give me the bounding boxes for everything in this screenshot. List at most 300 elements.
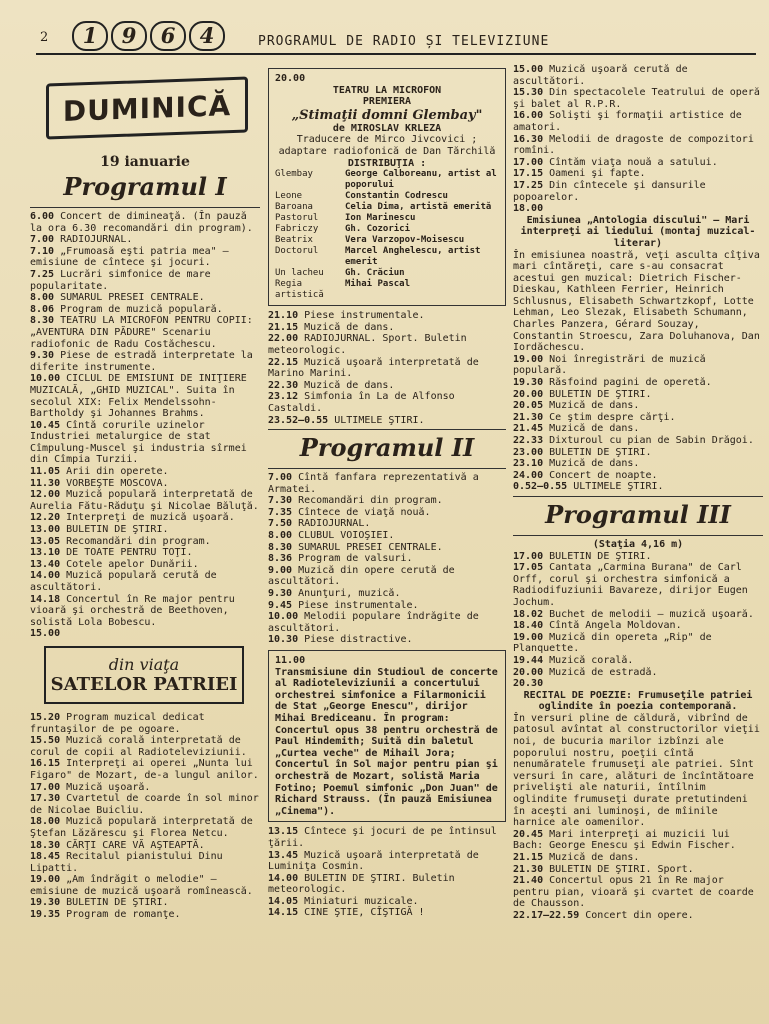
schedule-text: Muzică uşoară interpretată de Luminiţa Cosmin. xyxy=(268,849,479,873)
divider xyxy=(268,429,506,430)
schedule-time: 20.00 xyxy=(513,388,544,400)
box-translation: Traducere de Mirco Jivcovici ; adaptare radiofonică de Dan Tărchilă xyxy=(278,134,496,157)
schedule-text: CICLUL DE EMISIUNI DE INIŢIERE MUZICALĂ, „GHID MUZICAL". Suita în secolul XIX: Felix Mendelssohn-Bartholdy şi Johannes Brahms. xyxy=(30,373,247,420)
cast-role: Doctorul xyxy=(275,246,319,257)
year-digit: 4 xyxy=(189,21,225,51)
schedule-text: Melodii de dragoste de compozitori romîni. xyxy=(513,133,754,157)
schedule-text: Muzică corală interpretată de corul de copii al Radioteleviziunii. xyxy=(30,735,247,758)
schedule-time: 10.00 xyxy=(268,611,299,623)
schedule-text: Muzică uşoară interpretată de Marino Marini. xyxy=(268,356,479,380)
schedule-text: Program de romanţe. xyxy=(66,909,181,921)
schedule-text: Muzică de dans. xyxy=(304,379,395,391)
schedule-text: BULETIN DE ŞTIRI. xyxy=(549,388,652,400)
schedule-item xyxy=(513,435,763,447)
schedule-text: Miniaturi muzicale. xyxy=(304,895,419,907)
schedule-item xyxy=(513,632,763,655)
schedule-text: BULETIN DE ŞTIRI. xyxy=(66,897,169,909)
schedule-item xyxy=(268,553,506,565)
schedule-time: 22.00 xyxy=(268,333,299,345)
schedule-time: 18.02 xyxy=(513,608,544,620)
schedule-time: 22.33 xyxy=(513,435,544,446)
schedule-text: Muzică de dans. xyxy=(549,852,640,863)
schedule-text: Melodii populare îndrăgite de ascultători. xyxy=(268,611,479,634)
schedule-item xyxy=(513,562,763,608)
program-title: Programul III xyxy=(545,499,731,529)
recital-text: În versuri pline de căldură, vibrînd de patosul avîntat al constructorilor vieţii noi, de bucuria marilor izbînzi ale poporului nostru, poeţii cîntă nenumăratele frumuseţi ale patriei. Sînt versuri în care, alături de încîntătoare privelişti ale naturii, întîlnim oglindite frumuseţi durate pretutindeni în aceşti ani luminoşi, de mîinile harnice ale oamenilor. xyxy=(513,712,760,829)
schedule-time: 11.30 xyxy=(30,477,61,489)
schedule-time: 6.00 xyxy=(30,211,55,222)
schedule-time: 13.05 xyxy=(30,535,61,547)
schedule-time: 13.40 xyxy=(30,558,61,570)
schedule-item xyxy=(30,559,260,571)
schedule-time: 20.30 xyxy=(513,678,544,690)
schedule-text: BULETIN DE ŞTIRI. Buletin meteorologic. xyxy=(268,872,455,896)
cast-role: Fabriczy xyxy=(275,224,319,235)
cast-actor: George Calboreanu, artist al poporului xyxy=(345,169,497,191)
schedule-time: 7.00 xyxy=(268,472,293,484)
schedule-time: 14.18 xyxy=(30,593,61,605)
schedule-time: 0.52—0.55 xyxy=(513,481,568,493)
schedule-list xyxy=(513,829,763,922)
schedule-text: Program muzical dedicat fruntaşilor de pe ogoare. xyxy=(30,711,205,735)
schedule-text: Muzică populară interpretată de Ştefan Lăzărescu şi Florea Netcu. xyxy=(30,816,253,839)
schedule-text: TEATRU LA MICROFON PENTRU COPII: „AVENTURA DIN PĂDURE" Scenariu radiofonic de Radu Costăchescu. xyxy=(30,315,253,350)
schedule-item xyxy=(513,447,763,459)
schedule-time: 8.06 xyxy=(30,303,55,315)
year-badge xyxy=(72,21,225,51)
schedule-item xyxy=(513,354,763,377)
schedule-time: 9.30 xyxy=(268,588,293,600)
box-heading: TEATRU LA MICROFON xyxy=(332,84,442,96)
schedule-item xyxy=(513,423,763,435)
header-rule xyxy=(36,53,756,55)
schedule-item xyxy=(268,600,506,612)
schedule-text: RADIOJURNAL. Sport. Buletin meteorologic. xyxy=(268,333,467,356)
cast-role: Baroana xyxy=(275,202,313,213)
schedule-item xyxy=(30,897,260,909)
schedule-item xyxy=(513,134,763,157)
schedule-text: Concert de noapte. xyxy=(549,469,658,481)
schedule-item xyxy=(30,234,260,246)
schedule-time: 21.30 xyxy=(513,863,544,875)
schedule-item xyxy=(513,551,763,563)
schedule-item xyxy=(30,478,260,490)
box-time: 11.00 xyxy=(275,655,306,666)
anthology-text: În emisiunea noastră, veţi asculta cîţiva mari cîntăreţi, care s-au consacrat acestui gen muzical: Dietrich Fischer-Dieskau, Kathleen Ferrier, Heinrich Schlusnus, Elisabeth Schwartzkopf, Lotte Lehman, Leo Slezak, Elisabeth Schumann, Charles Panzera, Gérard Souzay, Constantin Stroescu, Zara Doluhanova, Dan Iordăchescu. xyxy=(513,249,760,354)
schedule-text: Noi înregistrări de muzică populară. xyxy=(513,353,706,377)
program-title: Programul I xyxy=(63,172,227,201)
schedule-item xyxy=(30,816,260,839)
schedule-time: 8.30 xyxy=(268,541,293,553)
schedule-time: 7.25 xyxy=(30,268,55,280)
schedule-item xyxy=(268,611,506,634)
schedule-item xyxy=(30,350,260,373)
schedule-time: 8.00 xyxy=(30,292,55,304)
schedule-time: 9.00 xyxy=(268,564,293,576)
schedule-text: Muzică uşoară cerută de ascultători. xyxy=(513,64,688,87)
schedule-text: Muzică de dans. xyxy=(549,458,640,470)
schedule-item xyxy=(30,570,260,593)
schedule-item xyxy=(30,524,260,536)
schedule-item xyxy=(513,910,763,922)
schedule-text: ULTIMELE ŞTIRI. xyxy=(573,481,664,493)
schedule-time: 16.15 xyxy=(30,758,61,770)
schedule-text: Muzică de dans. xyxy=(549,423,640,435)
schedule-item xyxy=(268,634,506,646)
schedule-time: 15.50 xyxy=(30,735,61,747)
schedule-item xyxy=(268,507,506,519)
schedule-time: 12.20 xyxy=(30,512,61,524)
schedule-time: 21.10 xyxy=(268,310,299,322)
schedule-time: 8.30 xyxy=(30,315,55,327)
schedule-time: 16.00 xyxy=(513,110,544,122)
schedule-text: Din spectacolele Teatrului de operă şi balet al R.P.R. xyxy=(513,87,760,110)
schedule-time: 20.05 xyxy=(513,400,544,412)
concert-box xyxy=(268,650,506,822)
schedule-item xyxy=(268,310,506,322)
schedule-time: 19.00 xyxy=(513,631,544,643)
sat-logo xyxy=(44,646,244,704)
schedule-time: 19.00 xyxy=(30,874,61,886)
schedule-time: 13.15 xyxy=(268,826,299,838)
schedule-time: 7.10 xyxy=(30,245,55,257)
schedule-item xyxy=(30,628,260,640)
schedule-item xyxy=(513,458,763,470)
schedule-text: Muzică uşoară. xyxy=(66,781,151,793)
schedule-text: Cîntă corurile uzinelor Industriei metalurgice de stat Cîmpulung-Muscel şi industria sîrmei din Cîmpia Turzii. xyxy=(30,419,247,466)
schedule-item xyxy=(30,373,260,419)
schedule-text: ULTIMELE ŞTIRI. xyxy=(334,414,425,426)
schedule-item xyxy=(513,864,763,876)
schedule-time: 19.30 xyxy=(513,377,544,389)
schedule-list xyxy=(513,64,763,215)
schedule-item xyxy=(513,377,763,389)
schedule-text: Muzică de dans. xyxy=(549,400,640,412)
schedule-time: 22.30 xyxy=(268,379,299,391)
schedule-time: 11.05 xyxy=(30,466,61,478)
schedule-item xyxy=(30,712,260,735)
schedule-text: Muzică corală. xyxy=(549,654,634,666)
schedule-time: 17.25 xyxy=(513,179,544,191)
schedule-list xyxy=(268,826,506,919)
schedule-item xyxy=(30,547,260,559)
schedule-text: Piese instrumentale. xyxy=(298,599,419,611)
schedule-time: 7.30 xyxy=(268,495,293,507)
schedule-time: 21.30 xyxy=(513,411,544,423)
schedule-item xyxy=(513,829,763,852)
cast-actor: Constantin Codrescu xyxy=(345,191,448,202)
publication-title: PROGRAMUL DE RADIO ȘI TELEVIZIUNE xyxy=(258,34,550,49)
schedule-item xyxy=(268,333,506,356)
schedule-item xyxy=(268,530,506,542)
schedule-text: BULETIN DE ŞTIRI. xyxy=(549,446,652,458)
schedule-time: 22.15 xyxy=(268,356,299,368)
box-cast-label: DISTRIBUŢIA : xyxy=(347,157,427,169)
schedule-item xyxy=(30,466,260,478)
schedule-text: Piese distractive. xyxy=(304,634,413,646)
schedule-item xyxy=(513,655,763,667)
schedule-time: 19.35 xyxy=(30,909,61,921)
schedule-time: 15.30 xyxy=(513,87,544,99)
schedule-text: DE TOATE PENTRU TOŢI. xyxy=(66,547,193,559)
schedule-list xyxy=(268,310,506,426)
schedule-time: 18.40 xyxy=(513,620,544,632)
cast-actor: Vera Varzopov-Moisescu xyxy=(345,235,465,246)
schedule-item xyxy=(30,512,260,524)
schedule-time: 18.45 xyxy=(30,851,61,863)
schedule-text: Muzică populară interpretată de Aurelia Fătu-Răduţu şi Nicolae Băluţă. xyxy=(30,489,259,512)
schedule-text: Arii din operete. xyxy=(66,466,169,478)
schedule-time: 14.00 xyxy=(30,570,61,582)
cast-list xyxy=(275,169,499,301)
schedule-time: 21.15 xyxy=(513,852,544,863)
schedule-item xyxy=(30,594,260,629)
schedule-text: CĂRŢI CARE VĂ AŞTEAPTĂ. xyxy=(66,839,205,851)
year-digit: 6 xyxy=(150,21,186,51)
station: (Staţia 4,16 m) xyxy=(592,538,684,550)
schedule-time: 18.00 xyxy=(513,203,544,215)
date: 19 ianuarie xyxy=(100,154,190,170)
schedule-text: Cîntece şi jocuri de pe întinsul ţării. xyxy=(268,826,497,849)
schedule-item xyxy=(268,380,506,392)
recital-title: RECITAL DE POEZIE: Frumuseţile patriei oglindite în poezia contemporană. xyxy=(523,689,753,713)
schedule-text: Cîntă Angela Moldovan. xyxy=(549,620,682,632)
schedule-item xyxy=(30,735,260,758)
schedule-item xyxy=(268,896,506,908)
schedule-time: 21.45 xyxy=(513,423,544,435)
schedule-text: Simfonia în La de Alfonso Castaldi. xyxy=(268,391,455,414)
schedule-text: Cîntăm viaţa nouă a satului. xyxy=(549,156,718,168)
schedule-time: 12.00 xyxy=(30,489,61,501)
year-digit: 1 xyxy=(72,21,108,51)
schedule-text: Solişti şi formaţii artistice de amatori. xyxy=(513,110,742,133)
divider xyxy=(513,496,763,497)
schedule-item xyxy=(513,400,763,412)
schedule-time: 19.44 xyxy=(513,654,544,666)
schedule-item xyxy=(513,157,763,169)
cast-role: Regia artistică xyxy=(275,279,324,301)
schedule-text: BULETIN DE ŞTIRI. xyxy=(549,550,652,562)
schedule-time: 7.00 xyxy=(30,234,55,246)
sat-logo-top: din viaţa xyxy=(108,654,180,674)
schedule-text: Muzică din opereta „Rip" de Planquette. xyxy=(513,631,712,655)
schedule-time: 17.00 xyxy=(513,156,544,168)
schedule-time: 10.45 xyxy=(30,419,61,431)
schedule-time: 14.00 xyxy=(268,872,299,884)
cast-actor: Mihai Pascal xyxy=(345,279,411,290)
schedule-time: 23.00 xyxy=(513,446,544,458)
cast-role: Glembay xyxy=(275,169,313,180)
schedule-text: Cantata „Carmina Burana" de Carl Orff, corul şi orchestra simfonică a Radiodifuziunii Bavareze, dirijor Eugen Jochum. xyxy=(513,562,748,608)
schedule-text: Cvartetul de coarde în sol minor de Nicolae Buicliu. xyxy=(30,793,259,816)
schedule-item xyxy=(30,782,260,794)
schedule-item xyxy=(268,873,506,896)
schedule-text: Program de muzică populară. xyxy=(60,303,223,315)
schedule-text: BULETIN DE ŞTIRI. Sport. xyxy=(549,863,694,875)
schedule-text: RADIOJURNAL. xyxy=(298,518,371,530)
schedule-item xyxy=(268,565,506,588)
schedule-item xyxy=(268,391,506,414)
schedule-time: 7.50 xyxy=(268,518,293,530)
day-logo: DUMINICĂ xyxy=(46,76,248,139)
schedule-time: 15.20 xyxy=(30,711,61,723)
schedule-time: 14.15 xyxy=(268,907,299,919)
schedule-text: Dixturoul cu pian de Sabin Drăgoi. xyxy=(549,435,754,446)
cast-actor: Ion Marinescu xyxy=(345,213,416,224)
schedule-text: Interpreţi ai operei „Nunta lui Figaro" de Mozart, de-a lungul anilor. xyxy=(30,758,259,781)
cast-actor: Gh. Cozorici xyxy=(345,224,411,235)
anthology-title: Emisiunea „Antologia discului" — Mari interpreţi ai liedului (montaj muzical-literar) xyxy=(520,214,756,249)
schedule-time: 18.00 xyxy=(30,816,61,828)
schedule-item xyxy=(513,87,763,110)
schedule-text: Răsfoind pagini de operetă. xyxy=(549,377,712,389)
schedule-list xyxy=(30,712,260,921)
schedule-text: Piese instrumentale. xyxy=(304,310,425,322)
schedule-text: Mari interpreţi ai muzicii lui Bach: George Enescu şi Edwin Fischer. xyxy=(513,828,736,852)
schedule-item xyxy=(513,667,763,679)
schedule-text: Cotele apelor Dunării. xyxy=(66,558,199,570)
schedule-item xyxy=(30,851,260,874)
schedule-text: CLUBUL VOIOŞIEI. xyxy=(298,530,395,542)
schedule-time: 13.10 xyxy=(30,547,61,559)
schedule-time: 14.05 xyxy=(268,895,299,907)
schedule-item xyxy=(513,389,763,401)
schedule-item xyxy=(30,315,260,350)
schedule-text: Concertul în Re major pentru vioară şi orchestră de Beethoven, solistă Lola Bobescu. xyxy=(30,593,235,628)
schedule-item xyxy=(30,304,260,316)
schedule-text: Buchet de melodii — muzică uşoară. xyxy=(549,608,754,620)
schedule-text: Muzică din opere cerută de ascultători. xyxy=(268,564,455,588)
cast-role: Beatrix xyxy=(275,235,313,246)
schedule-item xyxy=(513,64,763,87)
schedule-text: Anunţuri, muzică. xyxy=(298,588,401,600)
theatre-box xyxy=(268,68,506,306)
schedule-item xyxy=(268,826,506,849)
schedule-text: Concertul opus 21 în Re major pentru pian, vioară şi cvartet de coarde de Chausson. xyxy=(513,875,754,910)
schedule-text: Muzică de dans. xyxy=(304,321,395,333)
schedule-item xyxy=(513,412,763,424)
column-program-1 xyxy=(30,64,260,921)
schedule-text: Cîntă fanfara reprezentativă a Armatei. xyxy=(268,472,479,495)
schedule-item xyxy=(30,793,260,816)
schedule-item xyxy=(513,180,763,203)
divider xyxy=(513,535,763,536)
schedule-item xyxy=(513,203,763,215)
schedule-time: 13.45 xyxy=(268,849,299,861)
schedule-item xyxy=(513,678,763,690)
schedule-time: 17.05 xyxy=(513,562,544,574)
cast-role: Un lacheu xyxy=(275,268,324,279)
schedule-time: 8.00 xyxy=(268,530,293,542)
schedule-time: 24.00 xyxy=(513,469,544,481)
schedule-item xyxy=(30,489,260,512)
schedule-time: 9.45 xyxy=(268,599,293,611)
schedule-time: 21.40 xyxy=(513,875,544,887)
schedule-text: Muzică de estradă. xyxy=(549,666,658,678)
schedule-list xyxy=(30,211,260,640)
schedule-text: SUMARUL PRESEI CENTRALE. xyxy=(60,292,205,304)
schedule-time: 19.30 xyxy=(30,897,61,909)
schedule-item xyxy=(268,322,506,334)
schedule-text: Lucrări simfonice de mare popularitate. xyxy=(30,268,211,292)
schedule-time: 16.30 xyxy=(513,133,544,145)
schedule-time: 23.52—0.55 xyxy=(268,414,329,426)
schedule-text: Recitalul pianistului Dinu Lipatti. xyxy=(30,851,223,874)
schedule-text: Recomandări din program. xyxy=(298,495,443,507)
cast-role: Pastorul xyxy=(275,213,319,224)
schedule-time: 17.30 xyxy=(30,793,61,805)
schedule-item xyxy=(30,840,260,852)
schedule-item xyxy=(268,850,506,873)
schedule-item xyxy=(30,246,260,269)
cast-actor: Celia Dima, artistă emerită xyxy=(345,202,492,213)
divider xyxy=(268,468,506,469)
schedule-item xyxy=(268,415,506,427)
schedule-item xyxy=(268,472,506,495)
schedule-text: Muzică populară cerută de ascultători. xyxy=(30,570,217,593)
schedule-time: 23.10 xyxy=(513,458,544,470)
schedule-item xyxy=(513,609,763,621)
schedule-text: RADIOJURNAL. xyxy=(60,234,133,246)
box-time: 20.00 xyxy=(275,73,306,84)
schedule-item xyxy=(268,907,506,919)
schedule-time: 20.45 xyxy=(513,828,544,840)
schedule-text: Concert de dimineaţă. (În pauză la ora 6.30 recomandări din program). xyxy=(30,211,253,234)
schedule-list xyxy=(513,354,763,493)
schedule-text: SUMARUL PRESEI CENTRALE. xyxy=(298,541,443,553)
schedule-item xyxy=(513,470,763,482)
page-header xyxy=(0,0,769,58)
sat-logo-bottom: SATELOR PATRIEI xyxy=(50,673,238,695)
schedule-time: 15.00 xyxy=(513,64,544,75)
schedule-item xyxy=(268,357,506,380)
schedule-item xyxy=(513,875,763,910)
box-author: de MIROSLAV KRLEZA xyxy=(332,122,442,134)
schedule-item xyxy=(268,518,506,530)
schedule-text: Ce ştim despre cărţi. xyxy=(549,411,676,423)
schedule-text: Cîntece de viaţă nouă. xyxy=(298,506,431,518)
schedule-item xyxy=(268,588,506,600)
schedule-text: CINE ŞTIE, CÎŞTIGĂ ! xyxy=(304,907,425,919)
schedule-item xyxy=(513,852,763,864)
cast-actor: Marcel Anghelescu, artist emerit xyxy=(345,246,481,268)
page-number: 2 xyxy=(40,30,49,45)
schedule-time: 10.30 xyxy=(268,634,299,646)
column-program-3 xyxy=(513,64,763,922)
box-premiere: PREMIERA xyxy=(362,96,412,108)
schedule-item xyxy=(513,481,763,493)
schedule-item xyxy=(513,620,763,632)
schedule-text: „Frumoasă eşti patria mea" — emisiune de cîntece şi jocuri. xyxy=(30,245,229,269)
schedule-item xyxy=(513,110,763,133)
schedule-text: Piese de estradă interpretate la diferite instrumente. xyxy=(30,350,253,373)
schedule-time: 8.36 xyxy=(268,553,293,565)
schedule-text: Program de valsuri. xyxy=(298,553,413,565)
schedule-text: „Am îndrăgit o melodie" — emisiune de muzică uşoară romînească. xyxy=(30,874,253,897)
schedule-text: BULETIN DE ŞTIRI. xyxy=(66,524,169,536)
schedule-item xyxy=(30,909,260,921)
schedule-item xyxy=(30,536,260,548)
divider xyxy=(30,207,260,208)
schedule-time: 15.00 xyxy=(30,628,61,640)
program-title: Programul II xyxy=(299,433,475,463)
schedule-time: 20.00 xyxy=(513,666,544,678)
cast-actor: Gh. Crăciun xyxy=(345,268,405,279)
schedule-item xyxy=(513,168,763,180)
cast-role: Leone xyxy=(275,191,303,202)
box-play: „Stimaţii domni Glembay" xyxy=(291,107,483,123)
schedule-list xyxy=(268,472,506,646)
